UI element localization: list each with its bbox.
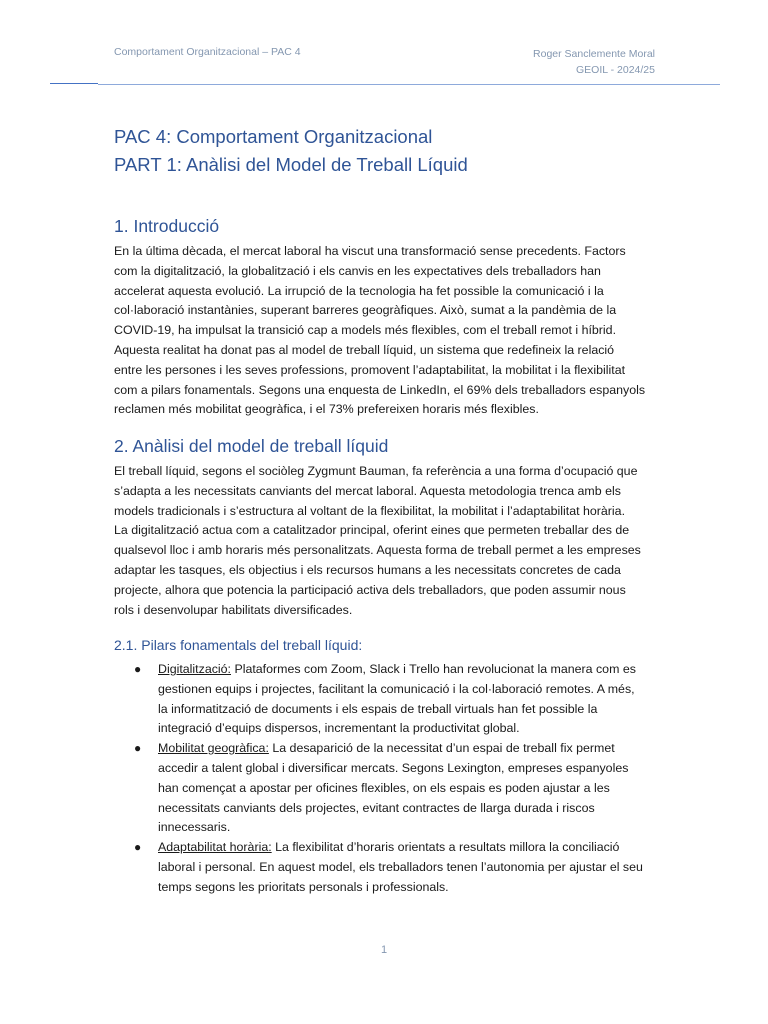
list-item-line: necessitats canviants dels projectes, evitant contractes de llarga durada i riscos <box>158 800 595 815</box>
list-item-line: integració d’equips dispersos, incrementant la productivitat global. <box>158 721 520 736</box>
list-item-line: gestionen equips i projectes, facilitant la comunicació i la col·laboració remotes. A més, <box>158 681 635 696</box>
list-item-first-line <box>158 660 674 680</box>
list-item-first-line <box>158 739 674 759</box>
list-item-line: temps segons les prioritats personals i professionals. <box>158 879 449 894</box>
paragraph-line: Aquesta realitat ha donat pas al model de treball líquid, un sistema que redefineix la relació <box>114 342 615 357</box>
list-item-line: accedir a talent global i diversificar mercats. Segons Lexington, empreses espanyoles <box>158 760 629 775</box>
paragraph-line: s’adapta a les necessitats canviants del mercat laboral. Aquesta metodologia trenca amb els <box>114 483 621 498</box>
document-title <box>114 123 468 179</box>
paragraph-line: En la última dècada, el mercat laboral ha viscut una transformació sense precedents. Factors <box>114 244 626 258</box>
header-course-title: Comportament Organitzacional – PAC 4 <box>114 46 301 58</box>
header-program: GEOIL - 2024/25 <box>576 64 655 76</box>
header-author-block <box>533 46 655 78</box>
paragraph-line: El treball líquid, segons el sociòleg Zygmunt Bauman, fa referència a una forma d’ocupació que <box>114 464 638 478</box>
paragraph-line: com la digitalització, la globalització i els canvis en les expectatives dels treballadors han <box>114 263 601 278</box>
list-item-label: Digitalització: <box>158 662 231 676</box>
introduction-paragraph <box>114 242 659 420</box>
list-item-label: Mobilitat geogràfica: <box>158 741 269 756</box>
paragraph-line: qualsevol lloc i amb horaris més personalitzats. Aquesta forma de treball permet a les empreses <box>114 543 641 558</box>
paragraph-line: COVID-19, ha impulsat la transició cap a models més flexibles, com el treball remot i híbrid. <box>114 323 617 338</box>
list-item <box>114 739 674 838</box>
paragraph-line: entre les persones i les seves professions, promovent l’adaptabilitat, la mobilitat i la flexibilitat <box>114 362 626 377</box>
section-heading-introduction: 1. Introducció <box>114 216 220 236</box>
paragraph-line: com a pilars fonamentals. Segons una enquesta de LinkedIn, el 69% dels treballadors espanyols <box>114 382 646 397</box>
subsection-heading-pillars: 2.1. Pilars fonamentals del treball líquid: <box>114 637 363 653</box>
list-item <box>114 660 674 739</box>
header-divider <box>98 84 720 85</box>
list-item-text: La flexibilitat d’horaris orientats a resultats millora la conciliació <box>271 840 620 855</box>
list-item-line: la informatització de documents i els espais de treball virtuals han fet possible la <box>158 701 598 716</box>
title-line-2: PART 1: Anàlisi del Model de Treball Líquid <box>114 154 468 175</box>
section-heading-analysis: 2. Anàlisi del model de treball líquid <box>114 436 389 456</box>
paragraph-line: models tradicionals i s’estructura al voltant de la flexibilitat, la mobilitat i l’adaptabilitat horària. <box>114 503 626 518</box>
list-item-line: laboral i personal. En aquest model, els treballadors tenen l’autonomia per ajustar el seu <box>158 859 643 874</box>
list-item-line: innecessaris. <box>158 820 231 835</box>
paragraph-line: adaptar les tasques, els objectius i els recursos humans a les necessitats concretes de cada <box>114 562 621 577</box>
paragraph-line: La digitalització actua com a catalitzador principal, oferint eines que permeten treballar des de <box>114 523 630 538</box>
paragraph-line: rols i desenvolupar habilitats diversificades. <box>114 602 353 617</box>
bullet-icon: ● <box>134 840 142 855</box>
list-item <box>114 838 674 897</box>
title-line-1: PAC 4: Comportament Organitzacional <box>114 126 433 147</box>
header-author: Roger Sanclemente Moral <box>533 48 655 60</box>
paragraph-line: projecte, alhora que potencia la participació activa dels treballadors, que poden assumir nous <box>114 582 626 597</box>
pillars-list <box>114 660 674 898</box>
list-item-text: Plataformes com Zoom, Slack i Trello han revolucionat la manera com es <box>231 662 636 676</box>
paragraph-line: reclamen més mobilitat geogràfica, i el 73% prefereixen horaris més flexibles. <box>114 402 539 417</box>
list-item-first-line <box>158 838 674 858</box>
header-divider-accent <box>50 83 98 84</box>
page-number: 1 <box>380 944 388 956</box>
list-item-label: Adaptabilitat horària: <box>158 840 272 855</box>
bullet-icon: ● <box>134 741 142 756</box>
paragraph-line: accelerat aquesta evolució. La irrupció de la tecnologia ha fet possible la comunicació i la <box>114 283 604 298</box>
bullet-icon: ● <box>134 662 142 676</box>
list-item-text: La desaparició de la necessitat d’un espai de treball fix permet <box>268 741 615 756</box>
list-item-line: han començat a apostar per oficines flexibles, on els espais es poden ajustar a les <box>158 780 610 795</box>
analysis-paragraph <box>114 462 659 620</box>
paragraph-line: col·laboració instantànies, superant barreres geogràfiques. Això, sumat a la pandèmia de la <box>114 303 617 318</box>
